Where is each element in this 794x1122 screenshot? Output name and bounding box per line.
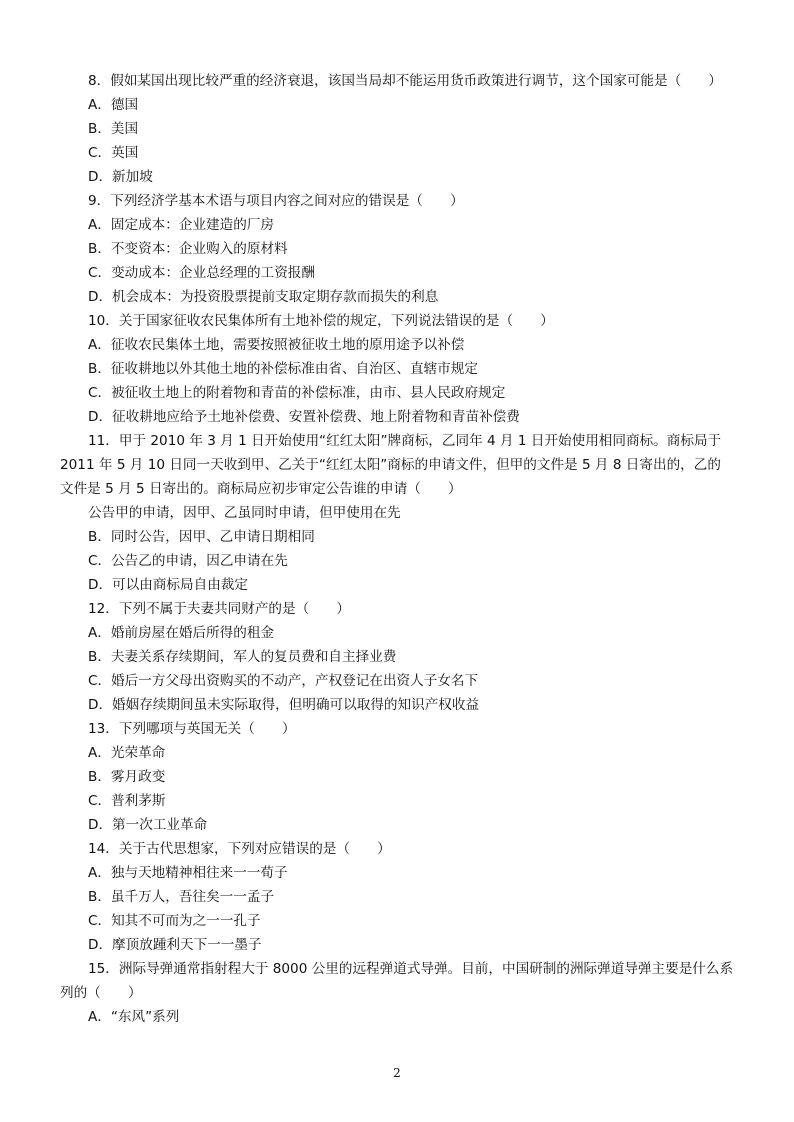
answer-option: C．变动成本：企业总经理的工资报酬 bbox=[88, 265, 315, 281]
answer-option: B．美国 bbox=[88, 121, 139, 137]
answer-option: D．机会成本：为投资股票提前支取定期存款而损失的利息 bbox=[88, 289, 439, 305]
answer-option: A．“东风”系列 bbox=[88, 1009, 180, 1025]
question-stem: 8．假如某国出现比较严重的经济衰退，该国当局却不能运用货币政策进行调节，这个国家可能是（ ） bbox=[88, 73, 722, 89]
answer-option: C．知其不可而为之一一孔子 bbox=[88, 913, 261, 929]
answer-option: D．摩顶放踵利天下一一墨子 bbox=[88, 937, 262, 953]
answer-option: A．独与天地精神相往来一一荀子 bbox=[88, 865, 288, 881]
answer-option: B．虽千万人，吾往矣一一孟子 bbox=[88, 889, 275, 905]
answer-option: C．英国 bbox=[88, 145, 139, 161]
question-list bbox=[60, 69, 770, 1029]
question-stem-continuation: 2011 年 5 月 10 日同一天收到甲、乙关于“红红太阳”商标的申请文件，但甲的文件是 5 月 8 日寄出的，乙的 bbox=[60, 457, 721, 473]
answer-option: C．普利茅斯 bbox=[88, 793, 166, 809]
answer-option: A．婚前房屋在婚后所得的租金 bbox=[88, 625, 275, 641]
answer-option: C．公告乙的申请，因乙申请在先 bbox=[88, 553, 288, 569]
answer-option: C．婚后一方父母出资购买的不动产，产权登记在出资人子女名下 bbox=[88, 673, 479, 689]
answer-option: D．新加坡 bbox=[88, 169, 153, 185]
question-stem: 14．关于古代思想家，下列对应错误的是（ ） bbox=[88, 841, 391, 857]
question-stem: 15．洲际导弹通常指射程大于 8000 公里的远程弹道式导弹。目前，中国研制的洲际弹道导弹主要是什么系 bbox=[88, 961, 734, 977]
answer-option: 公告甲的申请，因甲、乙虽同时申请，但甲使用在先 bbox=[88, 505, 401, 521]
answer-option: B．雾月政变 bbox=[88, 769, 166, 785]
question-stem: 9．下列经济学基本术语与项目内容之间对应的错误是（ ） bbox=[88, 193, 464, 209]
question-stem-continuation: 列的（ ） bbox=[60, 985, 142, 1001]
answer-option: B．不变资本：企业购入的原材料 bbox=[88, 241, 288, 257]
page-number: 2 bbox=[393, 1066, 401, 1080]
question-stem: 12．下列不属于夫妻共同财产的是（ ） bbox=[88, 601, 350, 617]
question-stem: 11．甲于 2010 年 3 月 1 日开始使用“红红太阳”牌商标，乙同年 4 月 1 日开始使用相同商标。商标局于 bbox=[88, 433, 722, 449]
answer-option: D．第一次工业革命 bbox=[88, 817, 208, 833]
answer-option: D．可以由商标局自由裁定 bbox=[88, 577, 248, 593]
answer-option: B．夫妻关系存续期间，军人的复员费和自主择业费 bbox=[88, 649, 397, 665]
answer-option: B．同时公告，因甲、乙申请日期相同 bbox=[88, 529, 315, 545]
answer-option: D．征收耕地应给予土地补偿费、安置补偿费、地上附着物和青苗补偿费 bbox=[88, 409, 520, 425]
answer-option: D．婚姻存续期间虽未实际取得，但明确可以取得的知识产权收益 bbox=[88, 697, 480, 713]
answer-option: A．光荣革命 bbox=[88, 745, 166, 761]
question-stem: 13．下列哪项与英国无关（ ） bbox=[88, 721, 296, 737]
answer-option: A．德国 bbox=[88, 97, 139, 113]
answer-option: A．征收农民集体土地，需要按照被征收土地的原用途予以补偿 bbox=[88, 337, 465, 353]
question-stem: 10．关于国家征收农民集体所有土地补偿的规定，下列说法错误的是（ ） bbox=[88, 313, 554, 329]
answer-option: C．被征收土地上的附着物和青苗的补偿标准，由市、县人民政府规定 bbox=[88, 385, 506, 401]
question-stem-continuation: 文件是 5 月 5 日寄出的。商标局应初步审定公告谁的申请（ ） bbox=[60, 481, 462, 497]
answer-option: A．固定成本：企业建造的厂房 bbox=[88, 217, 275, 233]
answer-option: B．征收耕地以外其他土地的补偿标准由省、自治区、直辖市规定 bbox=[88, 361, 478, 377]
